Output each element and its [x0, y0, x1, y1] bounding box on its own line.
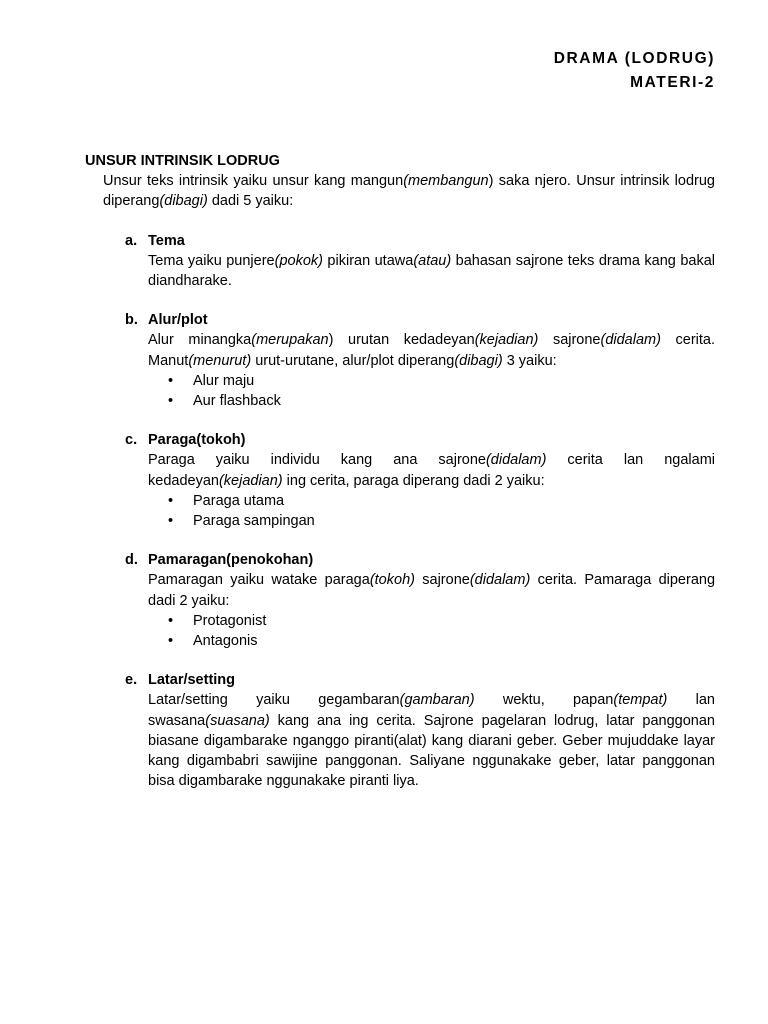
- text-run: cerita lan ngalami kedadeyan: [148, 452, 715, 489]
- text-run: cerita. Pamaraga diperang dadi 2 yaiku:: [148, 572, 716, 609]
- bullet-item: [148, 491, 715, 511]
- item-text: [148, 330, 715, 370]
- text-run: Paraga yaiku individu kang ana sajrone: [148, 452, 486, 469]
- italic-gloss: (suasana): [205, 712, 270, 729]
- bullet-list: [148, 371, 715, 411]
- item-title: Latar/setting: [148, 672, 236, 689]
- italic-gloss: (menurut): [188, 352, 252, 369]
- bullet-item: [148, 371, 715, 391]
- item-text: [148, 690, 715, 791]
- text-run: Tema yaiku punjere: [148, 252, 275, 269]
- item-title: Tema: [148, 232, 185, 249]
- text-run: wektu, papan: [474, 692, 614, 709]
- bullet-icon: •: [168, 393, 174, 410]
- text-run: ) urutan kedadeyan: [328, 332, 475, 349]
- bullet-icon: •: [168, 372, 174, 389]
- italic-gloss: (merupakan: [251, 332, 329, 349]
- italic-gloss: (tokoh): [369, 572, 415, 589]
- section-intro: [103, 171, 715, 211]
- item-letter: c.: [125, 432, 138, 449]
- bullet-list: [148, 491, 715, 531]
- text-run: sajrone: [414, 572, 470, 589]
- item-title: Paraga(tokoh): [148, 432, 246, 449]
- italic-gloss: (didalam): [485, 452, 547, 469]
- text-run: 3 yaiku:: [502, 352, 557, 369]
- text-run: ing cerita, paraga diperang dadi 2 yaiku:: [282, 472, 545, 489]
- italic-gloss: (atau): [413, 252, 452, 269]
- document-title: DRAMA (LODRUG): [553, 50, 715, 67]
- document-body: [85, 151, 715, 791]
- document-header: [554, 47, 715, 95]
- item-text: [148, 570, 715, 610]
- item-text: [148, 251, 715, 291]
- italic-gloss: (didalam): [469, 572, 531, 589]
- item-text: [148, 450, 715, 490]
- italic-gloss: (didalam): [600, 332, 661, 349]
- text-run: pikiran utawa: [322, 252, 414, 269]
- item-alur-plot: [85, 310, 715, 411]
- text-run: Latar/setting yaiku gegambaran: [148, 692, 400, 709]
- bullet-label: Paraga sampingan: [193, 513, 315, 530]
- italic-gloss: (gambaran): [399, 692, 475, 709]
- bullet-icon: •: [168, 612, 174, 629]
- italic-gloss: (kejadian): [474, 332, 539, 349]
- item-title: Pamaragan(penokohan): [148, 552, 314, 569]
- bullet-label: Paraga utama: [193, 492, 285, 509]
- text-run: Unsur teks intrinsik yaiku unsur kang mangun: [103, 173, 404, 190]
- item-letter: b.: [125, 312, 138, 329]
- bullet-label: Aur flashback: [193, 393, 281, 410]
- bullet-list: [148, 611, 715, 651]
- text-run: cerita. Manut: [148, 332, 716, 369]
- section-title: UNSUR INTRINSIK LODRUG: [85, 153, 280, 169]
- item-pamaragan-penokohan: [85, 550, 715, 651]
- item-letter: d.: [125, 552, 138, 569]
- item-letter: e.: [125, 672, 138, 689]
- text-run: Alur minangka: [148, 332, 252, 349]
- italic-gloss: (dibagi): [454, 352, 503, 369]
- bullet-icon: •: [168, 633, 174, 650]
- bullet-icon: •: [168, 492, 174, 509]
- bullet-item: [148, 511, 715, 531]
- bullet-label: Alur maju: [193, 372, 255, 389]
- text-run: bahasan sajrone teks drama kang bakal diandharake.: [148, 252, 715, 290]
- text-run: sajrone: [538, 332, 601, 349]
- text-run: urut-urutane, alur/plot diperang: [251, 352, 455, 369]
- text-run: dadi 5 yaiku:: [207, 193, 294, 210]
- item-title: Alur/plot: [148, 312, 208, 329]
- italic-gloss: (pokok): [274, 252, 323, 269]
- text-run: kang ana ing cerita. Sajrone pagelaran lodrug, latar panggonan biasane digambarake nganggo piranti(alat) kang diarani geber. Geber mujuddake layar kang digambabri sawijine panggonan. Saliyane nggunakake geber, latar panggonan bisa digambarake nggunakake piranti liya.: [148, 712, 715, 790]
- document-subtitle: MATERI-2: [630, 74, 715, 91]
- item-tema: [85, 231, 715, 292]
- italic-gloss: (tempat): [613, 692, 668, 709]
- italic-gloss: (membangun: [403, 173, 489, 190]
- text-run: ) saka njero. Unsur intrinsik lodrug diperang: [103, 173, 715, 210]
- italic-gloss: (dibagi): [159, 193, 208, 210]
- item-letter: a.: [125, 232, 138, 249]
- italic-gloss: (kejadian): [218, 472, 283, 489]
- bullet-item: [148, 631, 715, 651]
- bullet-icon: •: [168, 513, 174, 530]
- bullet-label: Protagonist: [193, 612, 267, 629]
- item-latar-setting: [85, 670, 715, 791]
- text-run: lan swasana: [148, 692, 715, 729]
- item-list: [85, 231, 715, 792]
- text-run: Pamaragan yaiku watake paraga: [148, 572, 370, 589]
- bullet-item: [148, 611, 715, 631]
- bullet-label: Antagonis: [193, 633, 258, 650]
- bullet-item: [148, 391, 715, 411]
- item-paraga-tokoh: [85, 430, 715, 531]
